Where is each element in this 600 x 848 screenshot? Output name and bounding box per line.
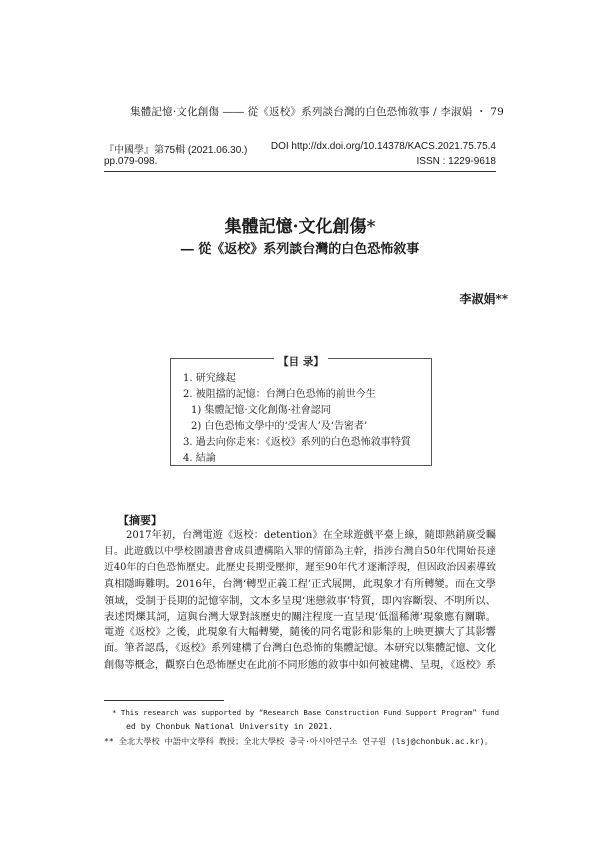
abstract-line: 電遊《返校》之後，此現象有大幅轉變，隨後的同名電影和影集的上映更擴大了其影響 xyxy=(104,627,496,639)
abstract-label: 【摘要】 xyxy=(118,514,162,527)
toc-item: 4. 結論 xyxy=(183,453,216,464)
footnote-rule xyxy=(104,700,224,701)
toc-item: 2. 被阻擋的記憶：台灣白色恐怖的前世今生 xyxy=(183,389,376,400)
paper-title: 集體記憶·文化創傷* xyxy=(224,217,376,237)
footnote-funding: * This research was supported by “Research Base Construction Fund Support Program” fund xyxy=(112,708,500,717)
abstract-line: 目。此遊戲以中學校園讀書會成員遭構陷入罪的情節為主幹，指涉台灣自50年代開始長達 xyxy=(104,546,496,558)
abstract-line: 表述閃爍其詞，這與台灣大眾對該歷史的關注程度一直呈現‘低溫稀薄’現象應有關聯。 xyxy=(104,611,496,624)
abstract-line: 真相隱晦難明。2016年，台灣‘轉型正義工程’正式展開，此現象才有所轉變。而在文學 xyxy=(104,578,496,590)
paper-subtitle: ― 從《返校》系列談台灣的白色恐怖敘事 xyxy=(180,242,420,257)
toc-heading-wrap xyxy=(171,350,431,369)
abstract-body xyxy=(104,528,496,674)
abstract-line: 面。筆者認爲，《返校》系列建構了台灣白色恐怖的集體記憶。本研究以集體記憶、文化 xyxy=(104,643,496,655)
toc-heading: 【目 录】 xyxy=(274,356,328,368)
table-of-contents xyxy=(170,358,432,466)
abstract-line: 創傷等概念，觀察白色恐怖歷史在此前不同形態的敘事中如何被建構、呈現，《返校》系 xyxy=(104,659,496,671)
header-rule xyxy=(104,171,496,172)
toc-item: 1. 研究緣起 xyxy=(183,373,236,384)
journal-citation: 『中國學』第75輯 (2021.06.30.) xyxy=(104,145,248,156)
running-head: 集體記憶·文化創傷 ―― 從《返校》系列談台灣的白色恐怖敘事 / 李淑娟 ・ 79 xyxy=(130,106,504,118)
journal-info xyxy=(104,141,496,173)
toc-item: 1) 集體記憶·文化創傷·社會認同 xyxy=(191,405,331,416)
page-range: pp.079-098. xyxy=(104,156,158,167)
footnote-funding-cont: ed by Chonbuk National University in 2021. xyxy=(126,721,334,731)
abstract-line: 領域，受制于長期的記憶宰制，文本多呈現‘迷戀敘事’特質，即內容斷裂、不明所以、 xyxy=(104,594,496,607)
footnote-author: ** 全北大學校 中語中文學科 教授；全北大學校 중국·아시아연구소 연구원 (lsj@chonbuk.ac.kr)。 xyxy=(104,736,493,746)
toc-item: 2) 白色恐怖文學中的‘受害人’及‘告密者’ xyxy=(191,421,368,432)
doi-link[interactable]: DOI http://dx.doi.org/10.14378/KACS.2021.75.75.4 xyxy=(270,141,496,152)
author-name: 李淑娟** xyxy=(459,292,508,306)
abstract-line: 2017年初，台灣電遊《返校：detention》在全球遊戲平臺上線，隨即熱銷廣受矚 xyxy=(126,530,496,541)
toc-item: 3. 過去向你走來：《返校》系列的白色恐怖敘事特質 xyxy=(183,437,411,448)
issn: ISSN : 1229-9618 xyxy=(416,156,496,167)
abstract-line: 近40年的白色恐怖歷史。此歷史長期受壓抑，遲至90年代才逐漸浮現，但因政治因素導致 xyxy=(104,562,496,574)
